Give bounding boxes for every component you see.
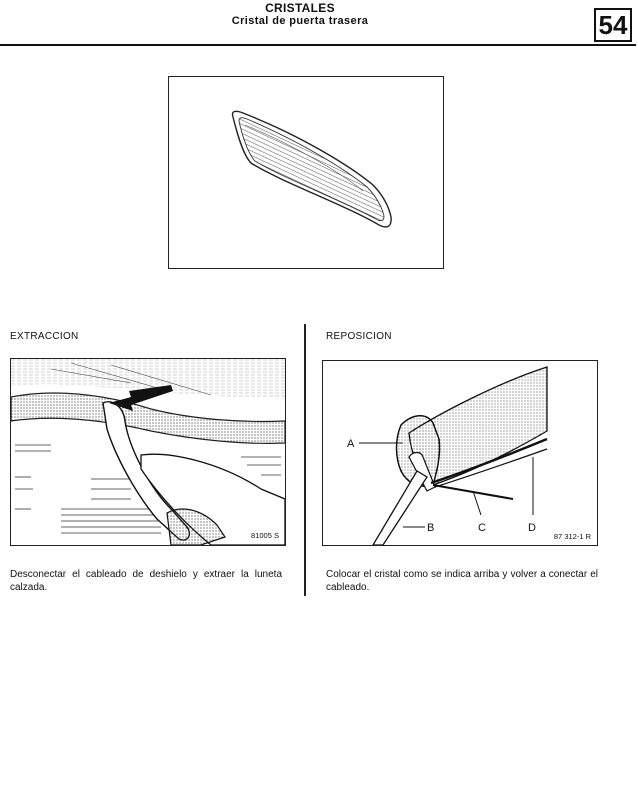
section-title: CRISTALES: [265, 1, 335, 15]
extraccion-text: Desconectar el cableado de deshielo y extraer la luneta calzada.: [10, 569, 282, 593]
rear-door-glass-drawing: [169, 77, 443, 268]
header-rule: [0, 44, 636, 46]
section-subtitle: Cristal de puerta trasera: [231, 15, 369, 27]
reposicion-figure-code: 87 312-1 R: [553, 532, 591, 541]
reposicion-figure: [322, 360, 598, 546]
rear-door-glass-figure: [168, 76, 444, 269]
page-header: [0, 0, 638, 46]
extraccion-drawing: [11, 359, 285, 545]
label-a: A: [347, 438, 355, 450]
extraccion-figure: [10, 358, 286, 546]
column-divider: [304, 324, 306, 596]
label-d: D: [528, 522, 536, 534]
reposicion-title: REPOSICION: [326, 331, 392, 342]
reposicion-text: Colocar el cristal como se indica arriba y volver a conectar el cableado.: [326, 569, 598, 593]
reposicion-drawing: [323, 361, 597, 545]
extraccion-title: EXTRACCION: [10, 331, 79, 342]
label-b: B: [427, 522, 435, 534]
page-number: 54: [598, 9, 628, 40]
label-c: C: [478, 522, 486, 534]
page-number-box: [594, 8, 632, 42]
extraccion-figure-code: 81005 S: [251, 531, 279, 540]
